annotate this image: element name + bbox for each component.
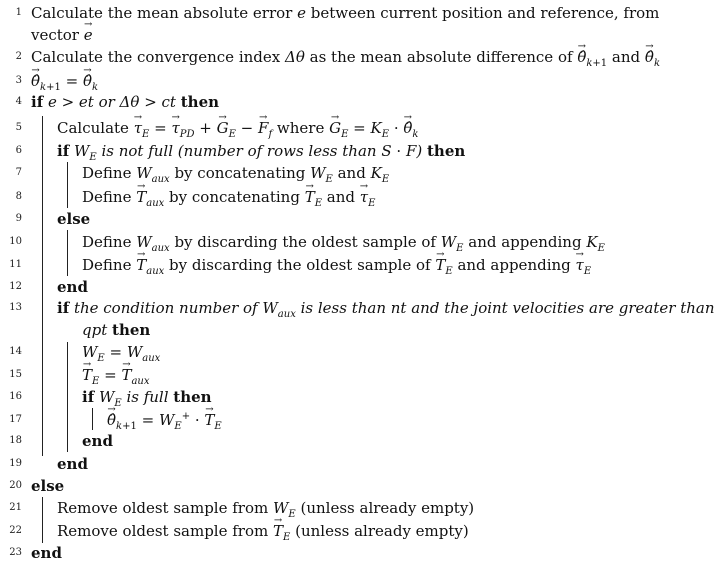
line-text: if the condition number of $W_{aux}$ is less than nt and the joint velocities are greater than (57, 299, 715, 320)
block-rule (42, 116, 43, 456)
line-number: 4 (15, 96, 22, 107)
line-text: Define $W_{aux}$ by concatenating $W_E$ and $K_E$ (82, 164, 390, 185)
line-number: 14 (9, 346, 22, 357)
line-text: → $T_E$ = → $T_{aux}$ (82, 364, 150, 386)
line-text: → $\thetâ_{k+1} = W_E^+$ · → $T_E$ (107, 409, 222, 431)
line-text: if $W_E$ is full then (82, 388, 212, 409)
line-text: end (31, 544, 62, 562)
line-text: else (57, 210, 91, 228)
line-number: 15 (9, 369, 22, 380)
line-text: end (57, 278, 88, 296)
line-number: 22 (9, 525, 22, 536)
line-number: 18 (9, 435, 22, 446)
line-text: Remove oldest sample from → $T_E$ (unless already empty) (57, 520, 469, 542)
block-rule (67, 342, 68, 452)
line-text: → $\thetâ_{k+1}$ = → $\thetâ_k$ (31, 70, 98, 92)
line-text: qpt then (82, 321, 151, 339)
line-text: vector → e (31, 24, 93, 46)
block-rule (67, 230, 68, 276)
line-text: if e > et or Δθ > ct then (31, 93, 220, 111)
line-text: if $W_E$ is not full (number of rows less than S · F) then (57, 142, 466, 163)
line-number: 11 (9, 259, 22, 270)
line-number: 6 (15, 145, 22, 156)
line-number: 20 (9, 480, 22, 491)
line-text: Calculate the mean absolute error e between current position and reference, from (31, 4, 660, 22)
line-number: 13 (9, 302, 22, 313)
line-number: 17 (9, 414, 22, 425)
block-rule (67, 162, 68, 208)
line-text: Define → $T_{aux}$ by concatenating → $T_E$ and → $\tau_E$ (82, 186, 375, 208)
line-number: 7 (15, 167, 22, 178)
line-number: 3 (15, 75, 22, 86)
line-text: Define $W_{aux}$ by discarding the oldest sample of $W_E$ and appending $K_E$ (82, 233, 605, 254)
line-text: Remove oldest sample from $W_E$ (unless already empty) (57, 499, 475, 520)
line-number: 16 (9, 391, 22, 402)
line-text: $W_E = W_{aux}$ (82, 343, 161, 364)
line-text: Calculate → $\tau_E$ = → $\tau_{PD}$ + → $G_E$ − → $F_f$ where → $G_E = K_E$ · → $\thetâ_k$ (57, 117, 418, 139)
line-number: 2 (15, 51, 22, 62)
block-rule (92, 408, 93, 430)
line-number: 5 (15, 122, 22, 133)
line-number: 1 (15, 7, 22, 18)
line-number: 19 (9, 458, 22, 469)
line-number: 12 (9, 281, 22, 292)
line-number: 23 (9, 547, 22, 558)
line-number: 8 (15, 191, 22, 202)
line-text: Define → $T_{aux}$ by discarding the oldest sample of → $T_E$ and appending → $\tau_E$ (82, 254, 591, 276)
line-text: Calculate the convergence index Δθ as the mean absolute difference of → $\thetâ_{k+1}$ and → $\thetâ_k$ (31, 46, 660, 68)
line-text: else (31, 477, 65, 495)
line-text: end (57, 455, 88, 473)
line-number: 10 (9, 236, 22, 247)
line-text: end (82, 432, 113, 450)
block-rule (42, 497, 43, 543)
line-number: 9 (15, 213, 22, 224)
line-number: 21 (9, 502, 22, 513)
